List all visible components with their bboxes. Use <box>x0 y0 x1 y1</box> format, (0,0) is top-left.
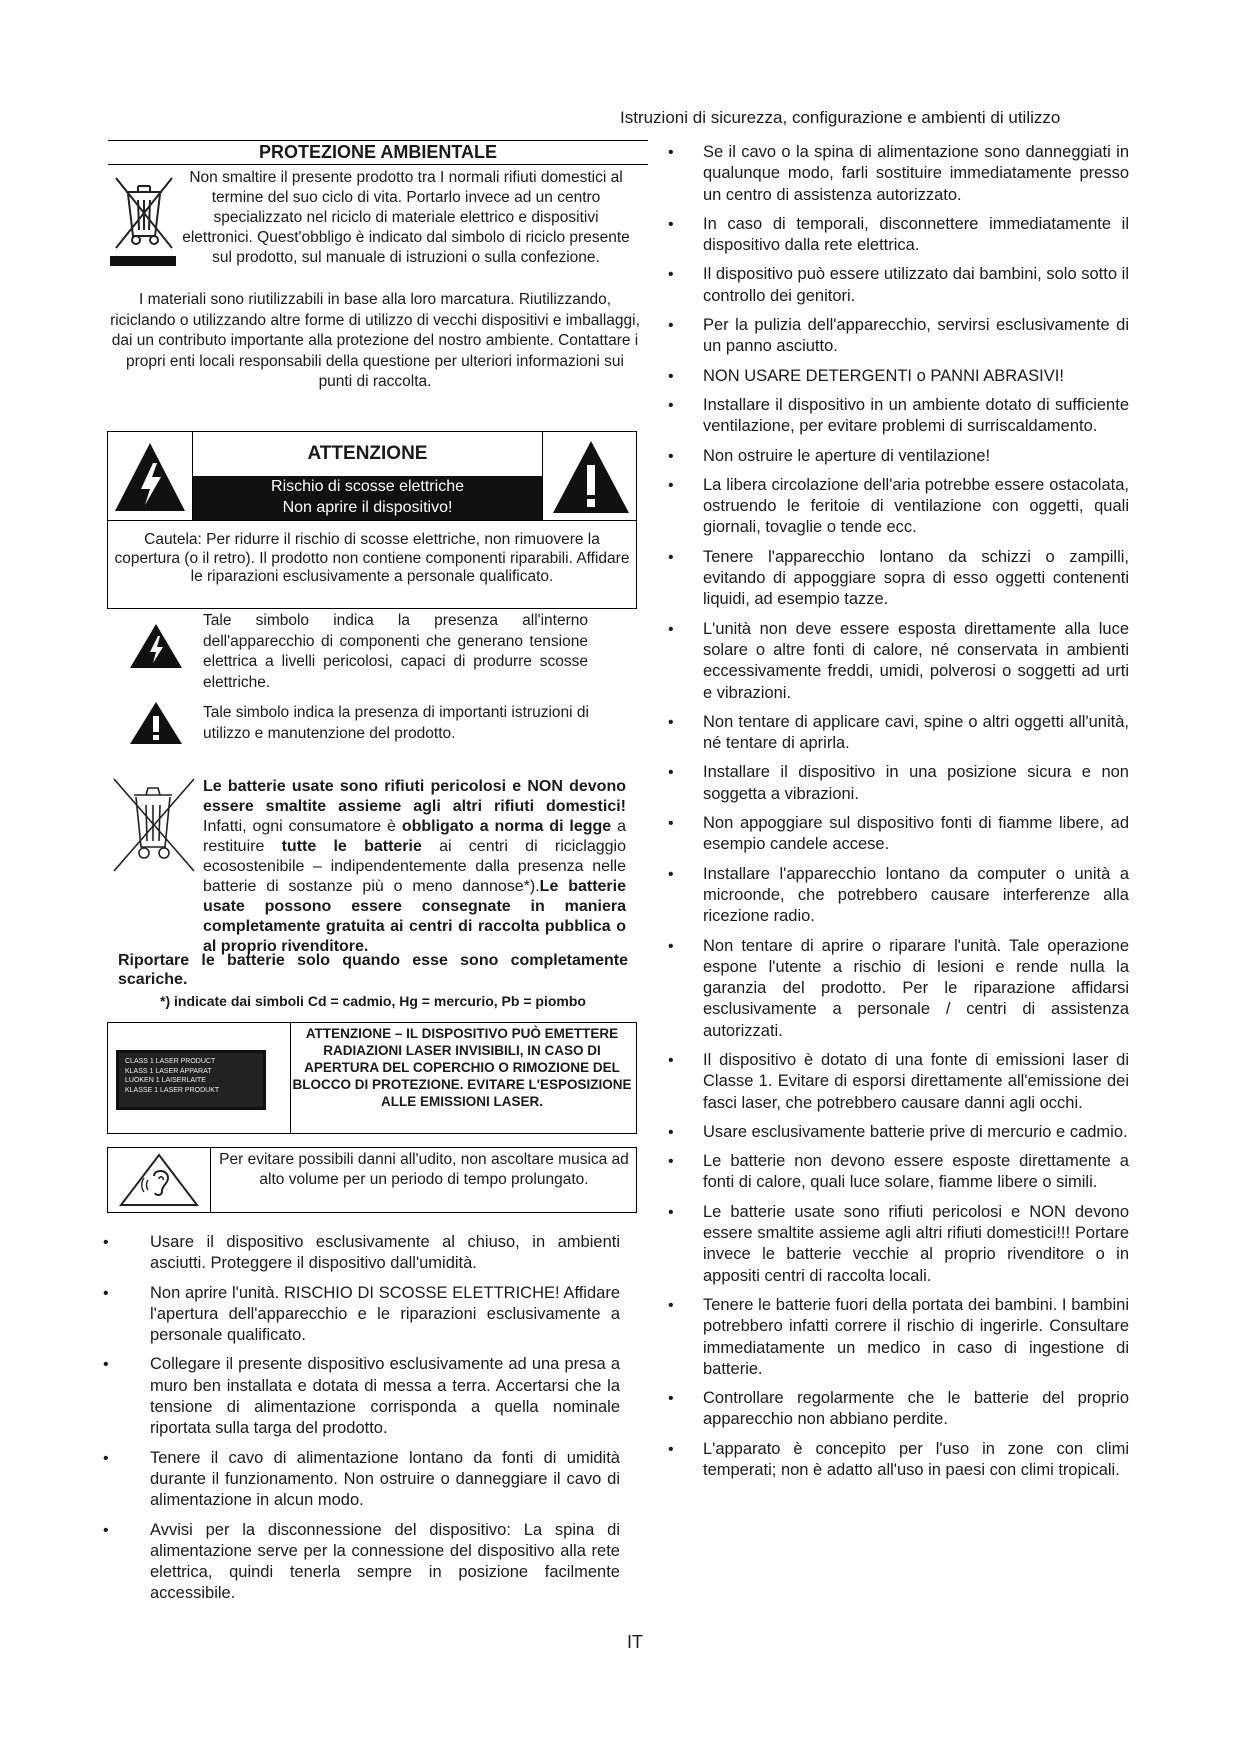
environment-text-full: I materiali sono riutilizzabili in base alla loro marcatura. Riutilizzando, riciclando o utilizzando altre forme di utilizzo di vecchi dispositivi e imballaggi, dai un contributo importante alla protezione del nostro ambiente. Contattare i propri enti locali responsabili della questione per ulteriori informazioni sui punti di raccolta. <box>110 291 640 390</box>
list-item: • Non appoggiare sul dispositivo fonti di fiamme libere, ad esempio candele accese. <box>666 813 1129 856</box>
batteries-text-2: a restituire <box>203 818 626 855</box>
batteries-bold-law: obbligato a norma di legge <box>401 818 612 835</box>
list-item: • Installare il dispositivo in un ambiente dotato di sufficiente ventilazione, per evitare problemi di surriscaldamento. <box>666 395 1129 438</box>
list-item: • Il dispositivo è dotato di una fonte di emissioni laser di Classe 1. Evitare di esporsi direttamente all'emissione dei fasci laser, che potrebbero causare danni agli occhi. <box>666 1050 1129 1114</box>
list-item: • Le batterie usate sono rifiuti pericolosi e NON devono essere smaltite assieme agli altri rifiuti domestici!!! Portare invece le batterie vecchie al proprio rivenditore o in appositi centri di raccolta locali. <box>666 1202 1129 1287</box>
hearing-warning-text: Per evitare possibili danni all'udito, non ascoltare musica ad alto volume per un periodo di tempo prolungato. <box>219 1151 629 1188</box>
list-item: • Non ostruire le aperture di ventilazione! <box>666 446 1129 467</box>
section-title-underline <box>108 164 648 165</box>
exclamation-triangle-icon <box>543 431 638 521</box>
warning-banner-line1: Rischio di scosse elettriche <box>271 478 464 495</box>
list-item: • Tenere l'apparecchio lontano da schizzi o zampilli, evitando di appoggiare sopra di esso oggetti contenenti liquidi, ad esempio tazze. <box>666 547 1129 611</box>
list-item: • Non aprire l'unità. RISCHIO DI SCOSSE ELETTRICHE! Affidare l'apertura dell'apparecchio e le riparazioni esclusivamente a personale qualificato. <box>100 1283 620 1347</box>
hearing-warning-icon <box>118 1152 200 1213</box>
list-item: • L'unità non deve essere esposta direttamente alla luce solare o altre fonti di calore, né conservata in ambienti eccessivamente freddi, umidi, polverosi o soggetti ad urti e vibrazioni. <box>666 619 1129 704</box>
batteries-text <box>203 777 626 957</box>
batteries-text-1: Infatti, ogni consumatore è <box>203 818 402 835</box>
list-item: • Tenere le batterie fuori della portata dei bambini. I bambini potrebbero infatti correre il rischio di ingerirle. Consultare immediatamente un medico in caso di ingestione di batterie. <box>666 1295 1129 1380</box>
page-header-title: Istruzioni di sicurezza, configurazione e ambienti di utilizzo <box>620 108 1061 127</box>
right-bullet-list <box>666 142 1129 1489</box>
warning-black-banner <box>193 476 542 520</box>
batteries-bold-free-return: Le batterie usate possono essere consegnate in maniera completamente gratuita ai centri di raccolta pubblica o al proprio rivenditore. <box>203 878 626 955</box>
list-item: • Installare l'apparecchio lontano da computer o unità a microonde, che potrebbero causare interferenze alla ricezione radio. <box>666 864 1129 928</box>
laser-divider <box>290 1022 291 1134</box>
list-item: • Non tentare di applicare cavi, spine o altri oggetti all'unità, né tentare di aprirla. <box>666 712 1129 755</box>
list-item: • La libera circolazione dell'aria potrebbe essere ostacolata, ostruendo le feritoie di ventilazione con oggetti, quali giornali, tovaglie o tende ecc. <box>666 475 1129 539</box>
list-item: • Il dispositivo può essere utilizzato dai bambini, solo sotto il controllo dei genitori. <box>666 264 1129 307</box>
symbol-exclamation-text: Tale simbolo indica la presenza di importanti istruzioni di utilizzo e manutenzione del prodotto. <box>203 704 589 742</box>
left-bullet-list <box>100 1232 620 1613</box>
list-item: • Se il cavo o la spina di alimentazione sono danneggiati in qualunque modo, farli sostituire immediatamente presso un centro di assistenza autorizzato. <box>666 142 1129 206</box>
lightning-triangle-icon <box>128 620 184 677</box>
laser-label-line: KLASSE 1 LASER PRODUKT <box>125 1086 220 1094</box>
warning-left-cell <box>107 431 193 521</box>
laser-label-line: KLASS 1 LASER APPARAT <box>125 1067 212 1075</box>
list-item: • NON USARE DETERGENTI o PANNI ABRASIVI! <box>666 366 1129 387</box>
list-item: • Installare il dispositivo in una posizione sicura e non soggetta a vibrazioni. <box>666 762 1129 805</box>
batteries-bold-all: tutte le batterie <box>281 838 422 855</box>
batteries-text-3: ai centri di riciclaggio ecosostenibile – indipendentemente dalla presenza nelle batterie di sostanze più o meno dannose*). <box>203 838 627 895</box>
warning-banner-line2: Non aprire il dispositivo! <box>282 499 453 516</box>
lightning-triangle-icon <box>107 431 193 521</box>
crossed-out-bin-icon <box>108 775 198 875</box>
warning-title: ATTENZIONE <box>307 443 428 464</box>
warning-divider <box>107 520 637 521</box>
exclamation-triangle-icon <box>128 700 184 753</box>
laser-label-line: CLASS 1 LASER PRODUCT <box>125 1058 216 1065</box>
list-item: • Avvisi per la disconnessione del dispositivo: La spina di alimentazione serve per la connessione del dispositivo alla rete elettrica, quindi tenerla sempre in posizione facilmente accessibile. <box>100 1520 620 1605</box>
batteries-bold-warning: Le batterie usate sono rifiuti pericolosi e NON devono essere smaltite assieme agli altri rifiuti domestici! <box>203 778 626 815</box>
list-item: • Non tentare di aprire o riparare l'unità. Tale operazione espone l'utente a rischio di lesioni e rende nulla la garanzia del prodotto. Per le riparazione affidarsi esclusivamente a personale / centri di assistenza autorizzati. <box>666 936 1129 1042</box>
list-item: • In caso di temporali, disconnettere immediatamente il dispositivo dalla rete elettrica. <box>666 214 1129 257</box>
list-item: • Per la pulizia dell'apparecchio, servirsi esclusivamente di un panno asciutto. <box>666 315 1129 358</box>
symbol-lightning-text: Tale simbolo indica la presenza all'interno dell'apparecchio di componenti che generano tensione elettrica a livelli pericolosi, capaci di produrre scosse elettriche. <box>203 612 588 691</box>
warning-caution-text: Cautela: Per ridurre il rischio di scosse elettriche, non rimuovere la copertura (o il retro). Il prodotto non contiene componenti riparabili. Affidare le riparazioni esclusivamente a personale qualificato. <box>114 531 630 585</box>
page-language-label: IT <box>627 1632 643 1652</box>
section-top-rule <box>108 140 648 141</box>
hearing-divider <box>210 1147 211 1213</box>
list-item: • Collegare il presente dispositivo esclusivamente ad una presa a muro ben installata e dotata di messa a terra. Accertarsi che la tensione di alimentazione corrisponda a quella nominale riportata sulla targa del prodotto. <box>100 1354 620 1439</box>
list-item: • L'apparato è concepito per l'uso in zone con climi temperati; non è adatto all'uso in paesi con climi tropicali. <box>666 1439 1129 1482</box>
batteries-symbols-note: *) indicate dai simboli Cd = cadmio, Hg = mercurio, Pb = piombo <box>160 993 586 1009</box>
list-item: • Usare esclusivamente batterie prive di mercurio e cadmio. <box>666 1122 1129 1143</box>
list-item: • Usare il dispositivo esclusivamente al chiuso, in ambienti asciutti. Proteggere il dispositivo dall'umidità. <box>100 1232 620 1275</box>
list-item: • Controllare regolarmente che le batterie del proprio apparecchio non abbiano perdite. <box>666 1388 1129 1431</box>
laser-class-label <box>116 1050 266 1110</box>
crossed-out-bin-icon <box>108 170 180 270</box>
laser-warning-text: ATTENZIONE – IL DISPOSITIVO PUÒ EMETTERE RADIAZIONI LASER INVISIBILI, IN CASO DI APERTURA DEL COPERCHIO O RIMOZIONE DEL BLOCCO DI PROTEZIONE. EVITARE L'ESPOSIZIONE ALLE EMISSIONI LASER. <box>292 1026 632 1109</box>
environment-title: PROTEZIONE AMBIENTALE <box>259 142 497 162</box>
warning-right-cell <box>542 431 637 521</box>
batteries-return-note <box>118 952 628 989</box>
batteries-bold-discharged: Riportare le batterie solo quando esse sono completamente scariche. <box>118 952 628 988</box>
list-item: • Tenere il cavo di alimentazione lontano da fonti di umidità durante il funzionamento. Non ostruire o danneggiare il cavo di alimentazione in alcun modo. <box>100 1448 620 1512</box>
list-item: • Le batterie non devono essere esposte direttamente a fonti di calore, quali luce solare, fiamme libere o simili. <box>666 1151 1129 1194</box>
environment-text-with-icon: Non smaltire il presente prodotto tra I normali rifiuti domestici al termine del suo ciclo di vita. Portarlo invece ad un centro specializzato nel riciclo di materiale elettrico e dispositivi elettronici. Quest'obbligo è indicato dal simbolo di riciclo presente sul prodotto, sul manuale di istruzioni o sulla confezione. <box>182 169 630 266</box>
laser-label-line: LUOKEN 1 LAISERLAITE <box>125 1077 206 1084</box>
